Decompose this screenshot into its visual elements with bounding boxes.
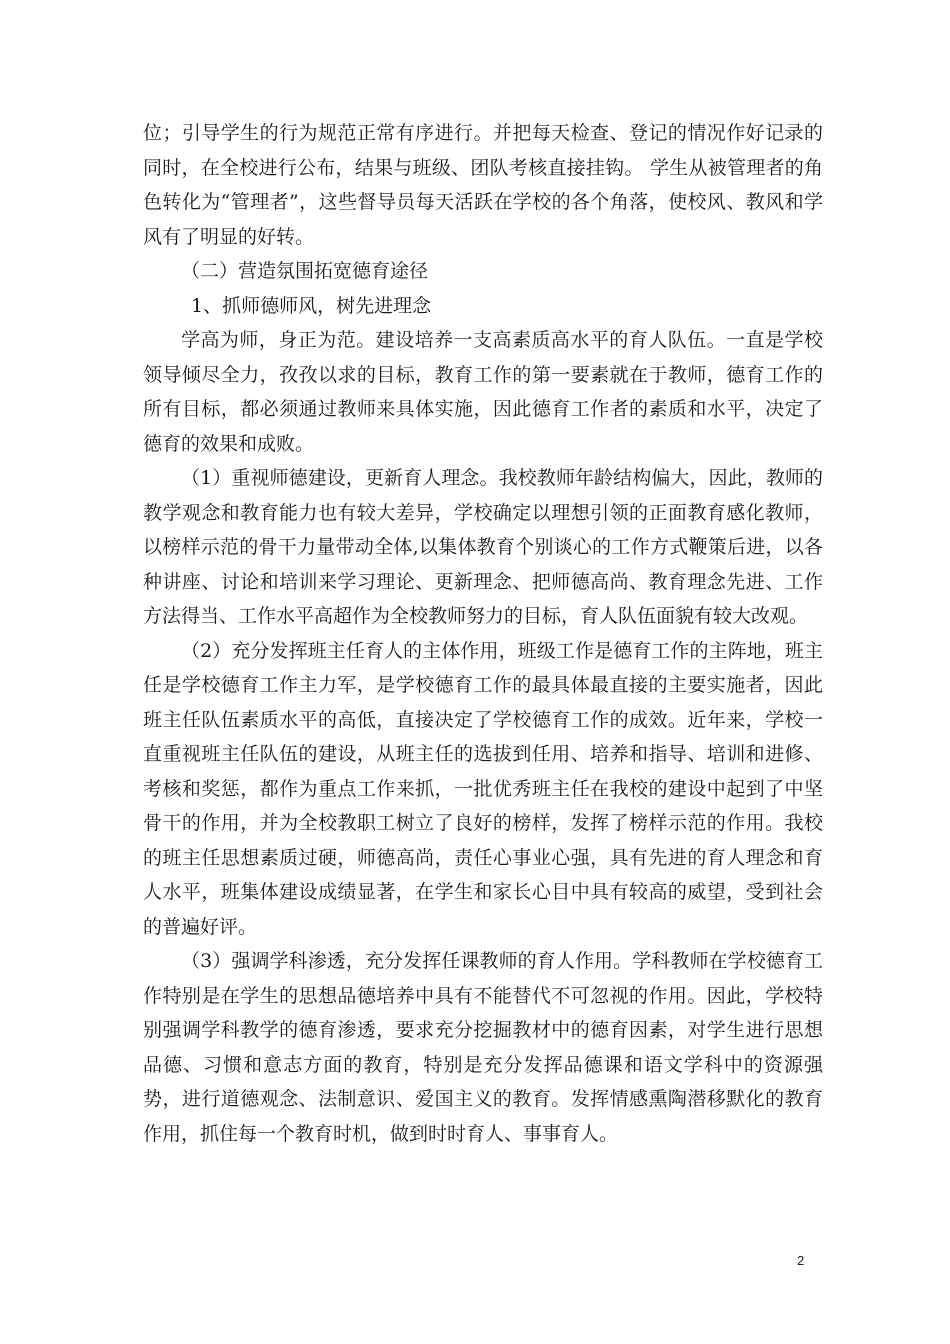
paragraph-continuation: 位；引导学生的行为规范正常有序进行。并把每天检查、登记的情况作好记录的同时，在全校进行公布，结果与班级、团队考核直接挂钩。 学生从被管理者的角色转化为“管理者”，这些督导员每天活跃在学校的各个角落，使校风、教风和学风有了明显的好转。 — [143, 122, 823, 248]
page-number: 2 — [797, 1253, 805, 1268]
document-body — [143, 116, 823, 1151]
paragraph-intro: 学高为师，身正为范。建设培养一支高素质高水平的育人队伍。一直是学校领导倾尽全力，孜孜以求的目标，教育工作的第一要素就在于教师，德育工作的所有目标，都必须通过教师来具体实施，因此德育工作者的素质和水平，决定了德育的效果和成败。 — [143, 329, 823, 455]
paragraph-item-3: （3）强调学科渗透，充分发挥任课教师的育人作用。学科教师在学校德育工作特别是在学生的思想品德培养中具有不能替代不可忽视的作用。因此，学校特别强调学科教学的德育渗透，要求充分挖掘教材中的德育因素，对学生进行思想品德、习惯和意志方面的教育，特别是充分发挥品德课和语文学科中的资源强势，进行道德观念、法制意识、爱国主义的教育。发挥情感熏陶潜移默化的教育作用，抓住每一个教育时机，做到时时育人、事事育人。 — [143, 950, 823, 1145]
section-heading: （二）营造氛围拓宽德育途径 — [181, 260, 429, 282]
paragraph-item-1: （1）重视师德建设，更新育人理念。我校教师年龄结构偏大，因此，教师的教学观念和教育能力也有较大差异，学校确定以理想引领的正面教育感化教师，以榜样示范的骨干力量带动全体,以集体教育个别谈心的工作方式鞭策后进，以各种讲座、讨论和培训来学习理论、更新理念、把师德高尚、教育理念先进、工作方法得当、工作水平高超作为全校教师努力的目标，育人队伍面貌有较大改观。 — [143, 467, 823, 627]
subsection-heading: 1、抓师德师风，树先进理念 — [191, 294, 432, 317]
paragraph-item-2: （2）充分发挥班主任育人的主体作用，班级工作是德育工作的主阵地，班主任是学校德育工作主力军，是学校德育工作的最具体最直接的主要实施者，因此班主任队伍素质水平的高低，直接决定了学校德育工作的成效。近年来，学校一直重视班主任队伍的建设，从班主任的选拔到任用、培养和指导、培训和进修、考核和奖惩，都作为重点工作来抓，一批优秀班主任在我校的建设中起到了中坚骨干的作用，并为全校教职工树立了良好的榜样，发挥了榜样示范的作用。我校的班主任思想素质过硬，师德高尚，责任心事业心强，具有先进的育人理念和育人水平，班集体建设成绩显著，在学生和家长心目中具有较高的威望，受到社会的普遍好评。 — [143, 639, 823, 938]
